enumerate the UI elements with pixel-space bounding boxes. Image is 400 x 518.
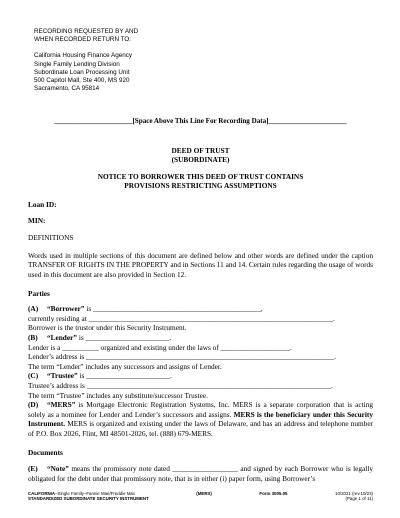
assumption-notice xyxy=(28,172,373,190)
defined-term: “MERS” xyxy=(47,400,76,410)
documents-heading: Documents xyxy=(28,448,63,458)
return-address-line: 500 Capitol Mall, Ste 400, MS 920 xyxy=(34,77,130,85)
parties-heading: Parties xyxy=(28,288,50,298)
return-address-line: Sacramento, CA 95814 xyxy=(34,85,100,93)
defined-term: “Note” xyxy=(47,464,69,474)
notice-line: NOTICE TO BORROWER THIS DEED OF TRUST CONTAINS xyxy=(97,172,304,182)
item-tag: (A) xyxy=(28,304,39,314)
definitions-heading: DEFINITIONS xyxy=(28,233,74,243)
footer-state: CALIFORNIA xyxy=(28,491,56,496)
lender-definition xyxy=(28,333,373,371)
footer-product: –Single Family–Fannie Mae/Freddie Mac xyxy=(55,491,136,496)
footer-page-number: (Page 1 of 11) xyxy=(345,496,373,502)
lender-organization-line: Lender is a __________ organized and existing under the laws of ___________________. xyxy=(28,342,292,352)
borrower-trustor-line: Borrower is the trustor under this Security Instrument. xyxy=(28,323,187,333)
subtitle-line: (SUBORDINATE) xyxy=(171,155,230,165)
page-footer xyxy=(28,491,373,502)
return-address-line: Subordinate Loan Processing Unit xyxy=(34,68,130,76)
min-label: MIN: xyxy=(28,215,46,225)
trustee-address-line: Trustee’s address is ___________________________________________________________________. xyxy=(28,380,333,390)
recording-return-line: WHEN RECORDED RETURN TO: xyxy=(34,36,132,44)
trustee-successor-line: The term “Trustee” includes any substitute/successor Trustee. xyxy=(28,390,208,400)
recording-space-divider: ______________________[Space Above This Line For Recording Data]______________________ xyxy=(54,117,347,126)
defined-term: “Trustee” xyxy=(47,371,78,381)
footer-page-info xyxy=(335,491,373,502)
recording-block xyxy=(34,28,373,93)
document-title xyxy=(28,146,373,164)
title-line: DEED OF TRUST xyxy=(171,146,230,156)
loan-id-label: Loan ID: xyxy=(28,200,57,210)
note-text: means the promissory note dated __________________ and signed by each Borrower who is legally obligated for the debt under that promissory note, that is in either (i) paper form, using Borrower’s xyxy=(28,464,373,483)
footer-instrument-name: STANDARDIZED SUBORDINATE SECURITY INSTRUMENT xyxy=(28,496,149,502)
footer-mers-label: (MERS) xyxy=(196,491,212,496)
note-definition xyxy=(28,464,373,483)
trustee-definition xyxy=(28,371,373,400)
footer-form-number: Form 3005.05 xyxy=(259,491,288,496)
mers-text: is Mortgage Electronic Registration Systems, Inc. MERS is a separate corporation that is acting solely as a nominee for Lender and Lender’s successors and assigns. xyxy=(28,400,373,419)
defined-term: “Borrower” xyxy=(47,304,85,314)
borrower-name-blank: is ______________________________________________, xyxy=(84,304,263,314)
mers-beneficiary-text: MERS is the beneficiary under this Security Instrument. xyxy=(28,409,374,429)
lender-successors-line: The term “Lender” includes any successors and assigns of Lender. xyxy=(28,361,222,371)
item-tag: (D) xyxy=(28,400,39,410)
definitions-paragraph: Words used in multiple sections of this document are defined below and other words are defined under the caption TRANSFER OF RIGHTS IN THE PROPERTY and in Sections 11 and 14. Certain rules regarding the usage of words used in this document are also provided in Section 12. xyxy=(28,250,373,279)
recording-requested-line: RECORDING REQUESTED BY AND xyxy=(34,28,139,35)
item-tag: (C) xyxy=(28,371,39,381)
borrower-definition xyxy=(28,304,373,333)
lender-name-blank: is _______________________. xyxy=(77,332,172,342)
trustee-name-blank: is _______________________. xyxy=(77,371,172,381)
return-address-line: Single Family Lending Division xyxy=(34,60,120,68)
return-address-line: California Housing Finance Agency xyxy=(34,52,133,60)
borrower-address-line: currently residing at ___________________________________________________________________. xyxy=(28,313,335,323)
lender-address-line: Lender’s address is ____________________________________________________________________. xyxy=(28,352,336,362)
item-tag: (B) xyxy=(28,332,38,342)
defined-term: “Lender” xyxy=(47,332,77,342)
footer-revision-date: 10/2021 (rev.10/23) xyxy=(335,491,373,496)
mers-definition xyxy=(28,400,373,438)
item-tag: (E) xyxy=(28,464,38,474)
mers-address-text: MERS is organized and existing under the laws of Delaware, and has an address and telephone number of P.O. Box 2026, Flint, MI 48501-2026, tel. (888) 679-MERS. xyxy=(28,419,373,438)
notice-line: PROVISIONS RESTRICTING ASSUMPTIONS xyxy=(124,181,277,191)
footer-form-title xyxy=(28,491,149,502)
